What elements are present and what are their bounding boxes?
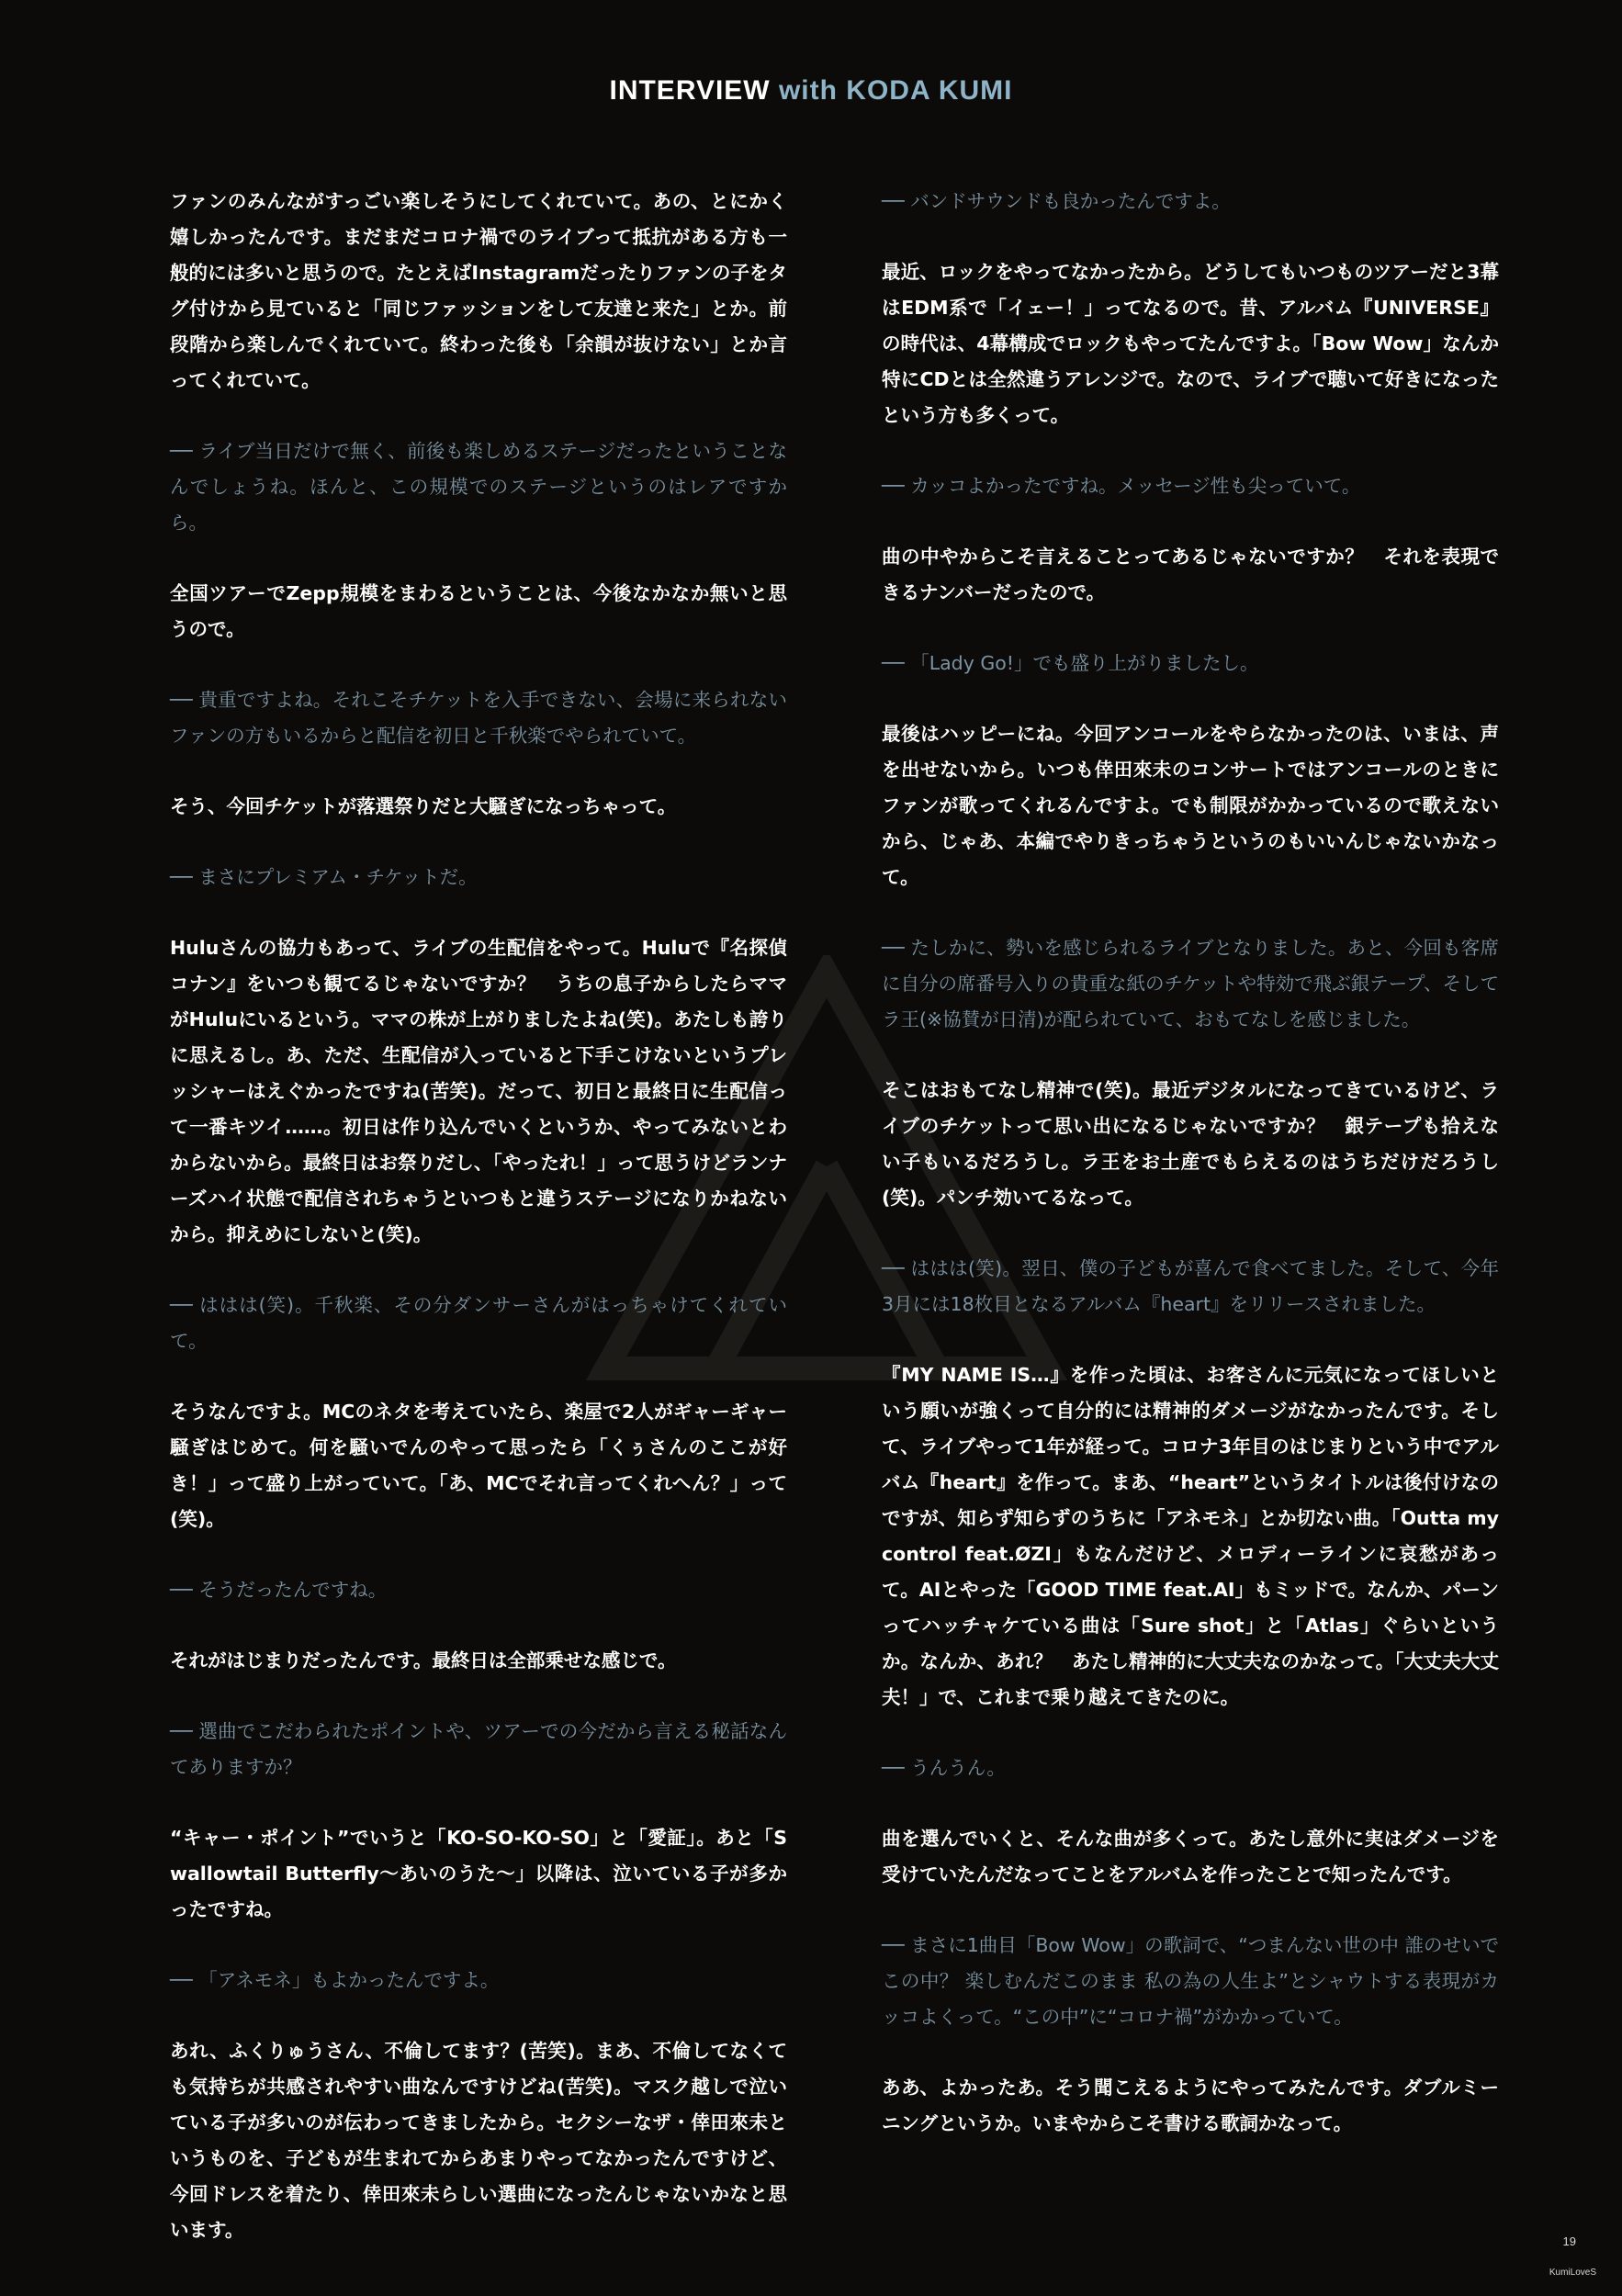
paragraph-answer: “キャー・ポイント”でいうと「KO-SO-KO-SO」と「愛証」。あと「Swallowtail Butterfly〜あいのうた〜」以降は、泣いている子が多かったですね。 [170,1827,787,1920]
paragraph-answer: 最近、ロックをやってなかったから。どうしてもいつものツアーだと3幕はEDM系で「イェー！」ってなるので。昔、アルバム『UNIVERSE』の時代は、4幕構成でロックもやってたんですよ。「Bow Wow」なんか特にCDとは全然違うアレンジで。なので、ライブで聴いて好きになったという方も多くって。 [882,261,1499,426]
page-header [0,75,1622,107]
paragraph-answer: 曲を選んでいくと、そんな曲が多くって。あたし意外に実はダメージを受けていたんだなってことをアルバムを作ったことで知ったんです。 [882,1828,1499,1885]
paragraph-answer: それがはじまりだったんです。最終日は全部乗せな感じで。 [170,1649,677,1671]
paragraph-answer: ファンのみんながすっごい楽しそうにしてくれていて。あの、とにかく嬉しかったんです。まだまだコロナ禍でのライブって抵抗がある方も一般的には多いと思うので。たとえばInstagramだったりファンの子をタグ付けから見ていると「同じファッションをして友達と来た」とか。前段階から楽しんでくれていて。終わった後も「余韻が抜けない」とか言ってくれていて。 [170,190,787,391]
scan-credit: KumiLoveS [1549,2268,1596,2278]
paragraph-answer: 全国ツアーでZepp規模をまわるということは、今後なかなか無いと思うので。 [170,582,787,640]
paragraph-answer: 曲の中やからこそ言えることってあるじゃないですか？ それを表現できるナンバーだったので。 [882,546,1499,603]
paragraph-question: ── 貴重ですよね。それこそチケットを入手できない、会場に来られないファンの方もいるからと配信を初日と千秋楽でやられていて。 [170,689,787,747]
paragraph-question: ── ライブ当日だけで無く、前後も楽しめるステージだったということなんでしょうね。ほんと、この規模でのステージというのはレアですから。 [170,440,787,534]
page-number: 19 [1562,2234,1576,2248]
paragraph-answer: ああ、よかったあ。そう聞こえるようにやってみたんです。ダブルミーニングというか。いまやからこそ書ける歌詞かなって。 [882,2077,1499,2134]
paragraph-question: ── うんうん。 [882,1757,1006,1779]
paragraph-question: ── バンドサウンドも良かったんですよ。 [882,190,1231,212]
paragraph-question: ── 「Lady Go!」でも盛り上がりましたし。 [882,652,1259,674]
paragraph-answer: あれ、ふくりゅうさん、不倫してます？(苦笑)。まあ、不倫してなくても気持ちが共感されやすい曲なんですけどね(苦笑)。マスク越しで泣いている子が多いのが伝わってきましたから。セクシーなザ・倖田來未というものを、子どもが生まれてからあまりやってなかったんですけど、今回ドレスを着たり、倖田來未らしい選曲になったんじゃないかなと思います。 [170,2040,787,2241]
paragraph-question: ── 選曲でこだわられたポイントや、ツアーでの今だから言える秘話なんてありますか？ [170,1720,787,1778]
paragraph-answer: Huluさんの協力もあって、ライブの生配信をやって。Huluで『名探偵コナン』をいつも観てるじゃないですか？ うちの息子からしたらママがHuluにいるという。ママの株が上がりましたよね(笑)。あたしも誇りに思えるし。あ、ただ、生配信が入っていると下手こけないというプレッシャーはえぐかったですね(苦笑)。だって、初日と最終日に生配信って一番キツイ……。初日は作り込んでいくというか、やってみないとわからないから。最終日はお祭りだし、「やったれ！」って思うけどランナーズハイ状態で配信されちゃうといつもと違うステージになりかねないから。抑えめにしないと(笑)。 [170,937,787,1245]
paragraph-answer: そこはおもてなし精神で(笑)。最近デジタルになってきているけど、ライブのチケットって思い出になるじゃないですか？ 銀テープも拾えない子もいるだろうし。ラ王をお土産でもらえるのはうちだけだろうし(笑)。パンチ効いてるなって。 [882,1079,1499,1209]
paragraph-question: ── カッコよかったですね。メッセージ性も尖っていて。 [882,475,1361,497]
header-title-accent: with KODA KUMI [778,75,1013,106]
header-title-main: INTERVIEW [609,75,771,106]
paragraph-answer: そう、今回チケットが落選祭りだと大騒ぎになっちゃって。 [170,795,677,817]
paragraph-answer: 『MY NAME IS…』を作った頃は、お客さんに元気になってほしいという願いが強くって自分的には精神的ダメージがなかったんです。そして、ライブやって1年が経って。コロナ3年目のはじまりという中でアルバム『heart』を作って。まあ、“heart”というタイトルは後付けなのですが、知らず知らずのうちに「アネモネ」とか切ない曲。「Outta my control feat.ØZI」もなんだけど、メロディーラインに哀愁があって。AIとやった「GOOD TIME feat.AI」もミッドで。なんか、パーンってハッチャケている曲は「Sure shot」と「Atlas」ぐらいというか。なんか、あれ？ あたし精神的に大丈夫なのかなって。「大丈夫大丈夫！」で、これまで乗り越えてきたのに。 [882,1364,1499,1708]
paragraph-question: ── ははは(笑)。翌日、僕の子どもが喜んで食べてました。そして、今年3月には18枚目となるアルバム『heart』をリリースされました。 [882,1257,1499,1315]
left-column [170,184,787,2283]
paragraph-question: ── そうだったんですね。 [170,1579,388,1601]
paragraph-question: ── まさにプレミアム・チケットだ。 [170,866,478,888]
paragraph-question: ── たしかに、勢いを感じられるライブとなりました。あと、今回も客席に自分の席番号入りの貴重な紙のチケットや特効で飛ぶ銀テープ、そしてラ王(※協賛が日清)が配られていて、おもてなしを感じました。 [882,937,1499,1030]
paragraph-answer: 最後はハッピーにね。今回アンコールをやらなかったのは、いまは、声を出せないから。いつも倖田來未のコンサートではアンコールのときにファンが歌ってくれるんですよ。でも制限がかかっているので歌えないから、じゃあ、本編でやりきっちゃうというのもいいんじゃないかなって。 [882,723,1499,888]
paragraph-answer: そうなんですよ。MCのネタを考えていたら、楽屋で2人がギャーギャー騒ぎはじめて。何を騒いでんのやって思ったら「くぅさんのここが好き！」って盛り上がっていて。「あ、MCでそれ言ってくれへん？」って(笑)。 [170,1401,787,1530]
paragraph-question: ── ははは(笑)。千秋楽、その分ダンサーさんがはっちゃけてくれていて。 [170,1294,787,1352]
paragraph-question: ── 「アネモネ」もよかったんですよ。 [170,1969,500,1991]
right-column [882,184,1499,2177]
paragraph-question: ── まさに1曲目「Bow Wow」の歌詞で、“つまんない世の中 誰のせいでこの中？ 楽しむんだこのまま 私の為の人生よ”とシャウトする表現がカッコよくって。“この中”に“コロナ禍”がかかっていて。 [882,1934,1499,2028]
